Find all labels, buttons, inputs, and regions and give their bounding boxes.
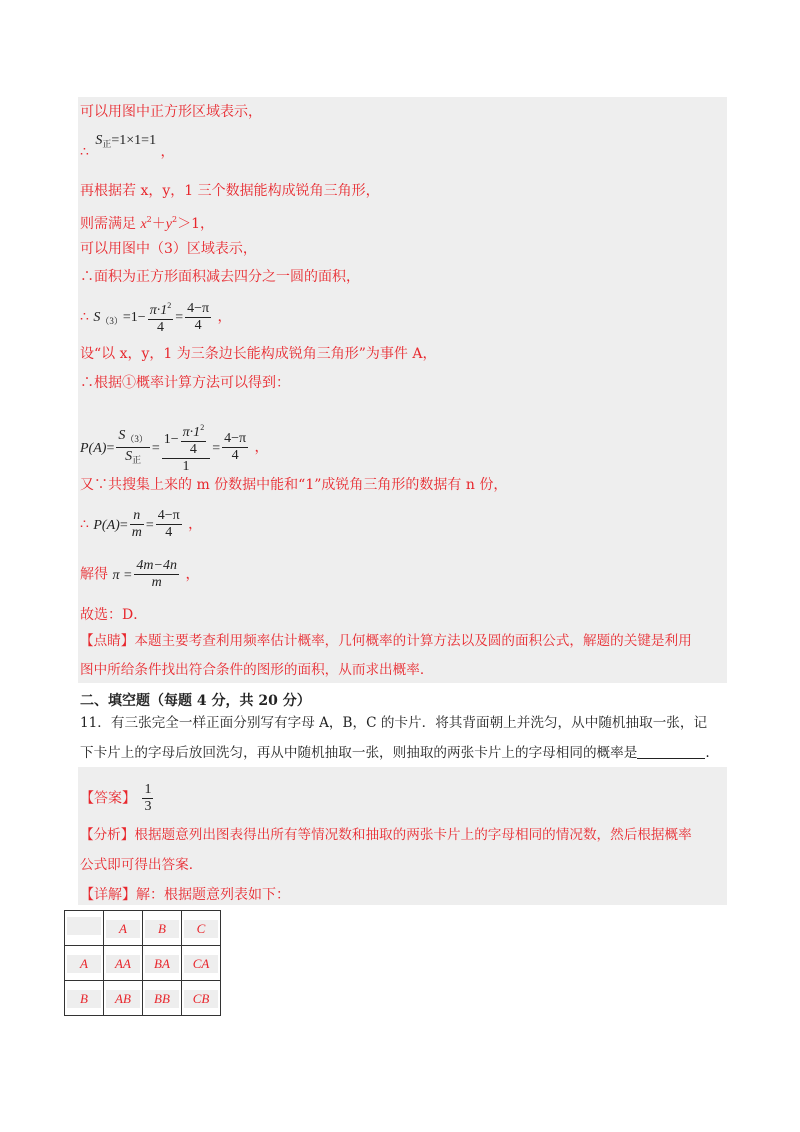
pi-exp: 2 <box>167 301 172 310</box>
section-heading: 二、填空题（每题 4 分，共 20 分） <box>80 693 311 709</box>
table-row <box>65 911 221 946</box>
s-letter: S <box>125 448 133 464</box>
outcome-table <box>64 910 221 1016</box>
answer-blank <box>637 746 705 759</box>
table-cell <box>143 946 182 981</box>
solution-line-9: ∴根据①概率计算方法可以得到： <box>80 375 290 391</box>
p-of-a: P(A) <box>93 517 120 533</box>
pi-fraction <box>134 558 179 591</box>
cell-text: BB <box>145 990 179 1008</box>
frac-den: m <box>131 525 142 540</box>
equals: = <box>151 440 160 456</box>
plus: ＋ <box>151 216 166 232</box>
pi-exp: 2 <box>200 423 205 432</box>
cell-text: B <box>67 990 101 1008</box>
cell-text: A <box>106 920 140 938</box>
table-cell <box>143 981 182 1016</box>
s-subscript: 正 <box>132 455 142 466</box>
analysis-line-1 <box>80 826 692 844</box>
s3-subscript: （3） <box>125 433 148 444</box>
table-row <box>65 981 221 1016</box>
solution-line-2 <box>80 135 175 162</box>
table-cell <box>104 911 143 946</box>
cell-text: AA <box>106 955 140 973</box>
comma: ， <box>188 516 203 533</box>
solution-line-6: ∴面积为正方形面积减去四分之一圆的面积， <box>80 269 360 285</box>
frac-num: 4−π <box>187 300 210 316</box>
dianjing-tag: 【点睛】 <box>80 633 135 649</box>
equals: = <box>106 440 115 456</box>
detail-tag: 【详解】 <box>80 887 136 903</box>
therefore-symbol: ∴ <box>80 516 89 533</box>
frac-den: 4 <box>156 320 164 335</box>
period: . <box>705 745 710 761</box>
therefore-symbol: ∴ <box>80 309 89 325</box>
detail-text: 解：根据题意列表如下： <box>136 887 290 903</box>
comma: ， <box>160 144 175 160</box>
equals: = <box>119 517 128 533</box>
frac-num <box>148 298 174 320</box>
result-fraction <box>156 508 182 541</box>
area-ratio-fraction <box>116 427 150 469</box>
question-11-line-1: 11．有三张完全一样正面分别写有字母 A，B，C 的卡片．将其背面朝上并洗匀，从中随机抽取一张，记 <box>80 715 708 731</box>
frac-den: m <box>151 575 162 590</box>
jiede-label: 解得 <box>80 566 113 583</box>
inner-fraction <box>181 420 207 458</box>
cell-text: CA <box>184 955 218 973</box>
solution-line-4 <box>80 211 214 234</box>
equals: = <box>145 517 154 533</box>
condition-prefix: 则需满足 <box>80 216 141 232</box>
therefore-symbol: ∴ <box>80 144 89 160</box>
cell-text <box>67 917 101 935</box>
p-of-a: P(A) <box>80 440 107 456</box>
s-equation: =1×1=1 <box>111 133 157 148</box>
n-over-m-fraction <box>130 508 144 541</box>
pi-num-text: π·1 <box>182 425 201 440</box>
inner-den: 4 <box>189 442 197 457</box>
eq-one-minus: =1− <box>122 310 146 325</box>
frac-den: 4 <box>231 448 239 463</box>
analysis-text-1: 根据题意列出图表得出所有等情况数和抽取的两张卡片上的字母相同的情况数，然后根据概率 <box>134 827 692 843</box>
frac-den: 4 <box>165 525 173 540</box>
frac-num: 4−π <box>157 508 180 523</box>
cell-text: BA <box>145 955 179 973</box>
solution-line-11: 又∵共搜集上来的 m 份数据中能和“1”成锐角三角形的数据有 n 份， <box>80 477 508 493</box>
table-cell <box>143 911 182 946</box>
gt-one: ＞1， <box>177 216 214 232</box>
table-cell <box>104 946 143 981</box>
comma: ， <box>185 566 200 583</box>
cell-text: C <box>184 920 218 938</box>
question-11-text-2: 下卡片上的字母后放回洗匀，再从中随机抽取一张，则抽取的两张卡片上的字母相同的概率是 <box>80 745 638 761</box>
question-11-line-2 <box>80 744 710 762</box>
y-var: y <box>165 217 172 232</box>
pi-num-text: π·1 <box>149 303 168 318</box>
solution-line-12 <box>80 508 202 541</box>
compound-fraction <box>162 420 210 475</box>
table-cell <box>182 911 221 946</box>
frac-num <box>116 427 150 448</box>
pi-solution-formula <box>112 558 185 590</box>
table-cell <box>182 946 221 981</box>
cell-text: CB <box>184 990 218 1008</box>
dianjing-line-2: 图中所给条件找出符合条件的图形的面积，从而求出概率． <box>80 662 434 678</box>
result-fraction <box>222 431 248 464</box>
frac-den: 1 <box>182 459 190 474</box>
table-row <box>65 946 221 981</box>
answer-tag: 【答案】 <box>80 790 136 807</box>
solution-line-13 <box>80 558 199 591</box>
s-letter: S <box>95 133 103 148</box>
x-exp: 2 <box>146 215 152 224</box>
x-var: x <box>140 217 147 232</box>
dianjing-line-1 <box>80 632 692 650</box>
pi-equals: π = <box>112 567 133 583</box>
square-area-formula <box>95 132 160 148</box>
solution-line-10 <box>80 420 269 475</box>
analysis-tag: 【分析】 <box>80 827 135 843</box>
comma: ， <box>217 309 232 325</box>
answer-fraction <box>142 782 153 815</box>
solution-line-1: 可以用图中正方形区域表示， <box>80 104 262 120</box>
frac-num: n <box>130 508 144 525</box>
dianjing-text-1: 本题主要考查利用频率估计概率，几何概率的计算方法以及圆的面积公式，解题的关键是利用 <box>134 633 692 649</box>
table-cell <box>65 911 104 946</box>
solution-line-7 <box>80 298 232 336</box>
frac-num: 4−π <box>224 431 247 446</box>
s-subscript: 正 <box>102 140 112 150</box>
table-cell <box>104 981 143 1016</box>
table-cell <box>65 946 104 981</box>
frac-den <box>116 448 150 469</box>
frac-num: 1 <box>144 782 152 797</box>
one-minus: 1− <box>163 432 179 447</box>
inner-num <box>181 420 207 442</box>
analysis-line-2: 公式即可得出答案． <box>80 857 203 873</box>
cell-text: AB <box>106 990 140 1008</box>
table-cell <box>65 981 104 1016</box>
cell-text: B <box>145 920 179 938</box>
comma: ， <box>254 439 269 456</box>
solution-line-3: 再根据若 x，y，1 三个数据能构成锐角三角形， <box>80 183 380 199</box>
result-fraction <box>185 301 211 334</box>
equals: = <box>175 310 184 325</box>
pi-over-4-fraction <box>148 298 174 336</box>
solution-line-14: 故选：D． <box>80 607 148 623</box>
s-letter: S <box>93 310 101 325</box>
answer-line <box>80 782 155 815</box>
frac-den: 3 <box>144 799 152 814</box>
table-cell <box>182 981 221 1016</box>
solution-line-5: 可以用图中（3）区域表示， <box>80 241 257 257</box>
frac-den: 4 <box>194 317 202 333</box>
solution-line-8: 设“以 x，y，1 为三条边长能构成锐角三角形”为事件 A， <box>80 346 437 362</box>
cell-text: A <box>67 955 101 973</box>
s3-subscript: （3） <box>100 316 123 326</box>
detail-line <box>80 886 290 904</box>
frac-num <box>162 420 210 459</box>
equals: = <box>212 440 221 456</box>
y-exp: 2 <box>171 215 178 224</box>
frac-num: 4m−4n <box>136 558 177 573</box>
s-letter: S <box>118 427 126 443</box>
